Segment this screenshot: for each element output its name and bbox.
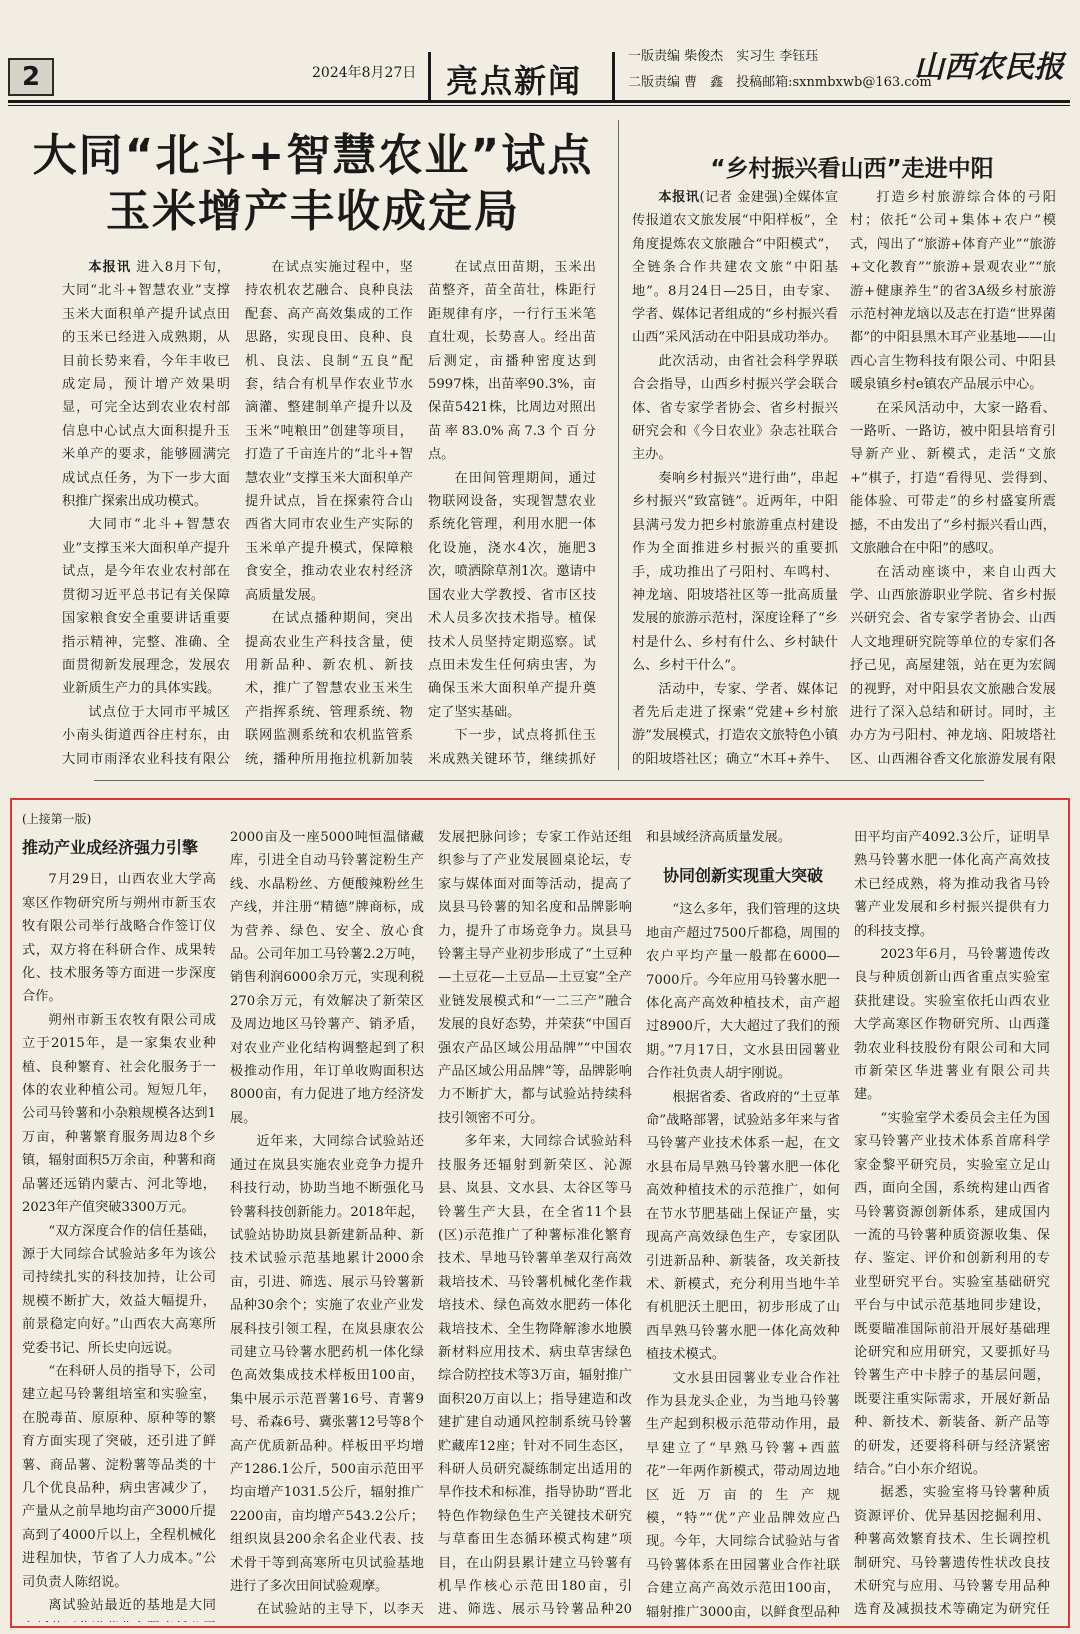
paragraph-text: 下一步，试点将抓住玉米成熟关键环节，继续抓好 (428, 728, 596, 766)
main-article-column-1 (62, 256, 230, 766)
paragraph-text: 发展把脉问诊；专家工作站还组织参与了产业发展圆桌论坛，专家与媒体面对面等活动，提高了岚县马铃薯的知名度和品牌影响力，提升了市场竞争力。岚县马铃薯主导产业初步形成了“土豆种—土豆花—土豆品—土豆宴”全产业链发展模式和“一二三产”融合发展的良好态势，并荣获“中国百强农产品区域公用品牌”“中国农产品区域公用品牌”等，品牌影响力不断扩大，都与试验站持续科技引领密不可分。 (438, 830, 632, 1126)
main-headline-line-1: 大同“北斗+智慧农业”试点 (32, 130, 594, 181)
paragraph-text: (记者 金建强)全媒体宣传报道农文旅发展“中阳样板”，全角度提炼农文旅融合“中阳模式”，全链条合作共建农文旅“中阳基地”。8月24日—25日，由专家、学者、媒体记者组成的“乡村振兴看山西”采风活动在中阳县成功举办。 (632, 190, 838, 346)
paragraph-text: 此次活动，由省社会科学界联合会指导，山西乡村振兴学会联合体、省专家学者协会、省乡村振兴研究会和《今日农业》杂志社联合主办。 (632, 353, 838, 463)
paragraph (438, 826, 632, 1130)
paragraph-text: 据悉，实验室将马铃薯种质资源评价、优异基因挖掘利用、种薯高效繁育技术、生长调控机制研究、马铃薯遗传性状改良技术研究与应用、马铃薯专用品种选育及减损技术等确定为研究任 (854, 1485, 1050, 1618)
paragraph-text: 在田间管理期间，通过物联网设备，实现智慧农业系统化管理，利用水肥一体化设施，浇水4次，施肥3次，喷洒除草剂1次。邀请中国农业大学教授、省市区技术人员多次技术指导。植保技术人员坚持定期巡察。试点田未发生任何病虫害，为确保玉米大面积单产提升奠定了坚实基础。 (428, 470, 596, 720)
paragraph (850, 186, 1056, 397)
paragraph (632, 467, 838, 678)
continued-headline: 推动产业成经济强力引擎 (22, 838, 199, 858)
paragraph (850, 561, 1056, 769)
paragraph (22, 1360, 216, 1594)
paragraph-text: 朔州市新玉农牧有限公司成立于2015年，是一家集农业种植、良种繁育、社会化服务于一体的农业种植公司。短短几年，公司马铃薯和小杂粮规模各达到1万亩，种薯繁育服务周边8个乡镇，辐射面积5万余亩，种薯和商品薯还远销内蒙古、河北等地，2023年产值突破3300万元。 (22, 1012, 216, 1216)
paragraph (854, 1107, 1050, 1482)
main-article-column-2 (245, 256, 413, 766)
continued-article-column-1 (22, 802, 216, 1622)
continued-col4-top: 和县域经济高质量发展。 (646, 830, 792, 845)
paragraph-text: 在试点田苗期，玉米出苗整齐，苗全苗壮，株距行距规律有序，一行行玉米笔直壮观，长势喜人。经出苗后测定，亩播种密度达到5997株，出苗率90.3%，亩保苗5421株，比周边对照出苗率83.0%高7.3个百分点。 (428, 260, 596, 463)
paragraph-text: 奏响乡村振兴“进行曲”，串起乡村振兴“致富链”。近两年，中阳县满弓发力把乡村旅游重点村建设作为全面推进乡村振兴的重要抓手，成功推出了弓阳村、车鸣村、神龙垴、阳坡塔社区等一批高质量发展的旅游示范村，深度诠释了“乡村是什么、乡村有什么、乡村缺什么、乡村干什么”。 (632, 470, 838, 674)
main-headline-line-2: 玉米增产丰收成定局 (106, 186, 520, 237)
side-article-column-1 (632, 186, 838, 768)
column-divider (618, 120, 619, 770)
editor-line-2: 二版责编 曹 鑫 投稿邮箱:sxnmbxwb@163.com (628, 75, 932, 90)
paragraph-text: 2000亩及一座5000吨恒温储藏库，引进全自动马铃薯淀粉生产线、水晶粉丝、方便酸辣粉丝生产线，并注册“精德”牌商标，成为营养、绿色、安全、放心食品。公司年加工马铃薯2.2万吨，销售利润6000余万元，实现利税270余万元，有效解决了新荣区及周边地区马铃薯产、销矛盾，对农业产业化结构调整起到了积极推动作用，年订单收购面积达8000亩，有力促进了地方经济发展。 (230, 830, 424, 1126)
continued-article-column-4 (646, 826, 840, 1622)
paragraph-text: 2023年6月，马铃薯遗传改良与种质创新山西省重点实验室获批建设。实验室依托山西农业大学高寒区作物研究所、山西蓬勃农业科技股份有限公司和大同市新荣区华进薯业有限公司共建。 (854, 947, 1050, 1103)
paragraph (632, 678, 838, 768)
paragraph-text: 近年来，大同综合试验站还通过在岚县实施农业竞争力提升科技行动，协助当地不断强化马铃薯科技创新能力。2018年起，试验站协助岚县新建新品种、新技术试验示范基地累计2000余亩，引进、筛选、展示马铃薯新品种30余个；实施了农业产业发展科技引领工程，在岚县康农公司建立马铃薯水肥药机一体化绿色高效集成技术样板田100亩，集中展示示范晋薯16号、青薯9号、希森6号、冀张薯12号等8个高产优质新品种。样板田平均增产1286.1公斤，500亩示范田平均亩增产1031.5公斤，辐射推广2200亩，亩均增产543.2公斤；组织岚县200余名企业代表、技术骨干等到高寒所屯贝试验基地进行了多次田间试验观摩。 (230, 1134, 424, 1594)
paragraph (22, 1220, 216, 1360)
paragraph (854, 1481, 1050, 1622)
paragraph (850, 397, 1056, 561)
masthead-divider (428, 52, 431, 100)
editor-info (628, 44, 932, 96)
paragraph (428, 724, 596, 766)
paragraph-text: 文水县田园薯业专业合作社作为县龙头企业，为当地马铃薯生产起到积极示范带动作用，最早建立了“早熟马铃薯+西蓝花”一年两作新模式，带动周边地区近万亩的生产规模，“特”“优”产业品牌效应凸现。今年，大同综合试验站与省马铃薯体系在田园薯业合作社联合建立高产高效示范田100亩，辐射推广3000亩，以鲜食型品种 (646, 1370, 840, 1620)
side-article-column-2 (850, 186, 1056, 768)
dateline: 本报讯 (658, 190, 700, 205)
paragraph (22, 1594, 216, 1622)
paragraph (22, 868, 216, 1008)
paragraph-text: 田平均亩产4092.3公斤，证明旱熟马铃薯水肥一体化高产高效技术已经成熟，将为推动我省马铃薯产业发展和乡村振兴提供有力的科技支撑。 (854, 830, 1050, 939)
paragraph (245, 607, 413, 766)
paragraph-text: “这么多年，我们管理的这块地亩产超过7500斤都稳，周围的农户平均产量一般都在6000—7000斤。今年应用马铃薯水肥一体化高产高效种植技术，亩产超过8900斤，大大超过了我们的预期。”7月17日，文水县田园薯业合作社负责人胡宇刚说。 (646, 902, 840, 1082)
masthead-rule (8, 100, 1070, 103)
paragraph (854, 943, 1050, 1107)
paragraph (428, 256, 596, 467)
section-title: 亮点新闻 (446, 62, 583, 100)
paragraph-text: 打造乡村旅游综合体的弓阳村；依托“公司+集体+农户”模式，闯出了“旅游+体育产业”“旅游+文化教育”“旅游+景观农业”“旅游+健康养生”的省3A级乡村旅游示范村神龙垴以及志在打造“世界菌都”的中阳县黑木耳产业基地——山西心言生物科技有限公司、中阳县暖泉镇乡村e镇农产品展示中心。 (850, 190, 1056, 393)
side-headline: “乡村振兴看山西”走进中阳 (710, 156, 994, 182)
paragraph (245, 256, 413, 607)
paragraph (62, 701, 230, 766)
paragraph (646, 898, 840, 1085)
paragraph (632, 350, 838, 467)
paragraph (854, 826, 1050, 943)
paragraph-text: 在活动座谈中，来自山西大学、山西旅游职业学院、省乡村振兴研究会、省专家学者协会、山西人文地理研究院等单位的专家们各抒己见，高屋建瓴，站在更为宏阔的视野，对中阳县农文旅融合发展进行了深入总结和研讨。同时，主办方为弓阳村、神龙垴、阳坡塔社区、山西湘谷香文化旅游发展有限 (850, 564, 1056, 767)
continued-article-column-2 (230, 826, 424, 1622)
paragraph-text: 在试验站的主导下，以李天 (256, 1602, 424, 1618)
paragraph-text: 在试点播种期间，突出提高农业生产科技含量，使用新品种、新农机、新技术，推广了智慧农业玉米生产指挥系统、管理系统、物联网监测系统和农机监管系统，播种所用拖拉机新加装 (245, 611, 413, 766)
paragraph (230, 1598, 424, 1622)
masthead (0, 0, 1080, 100)
paragraph-text: “在科研人员的指导下，公司建立起马铃薯组培室和实验室，在脱毒苗、原原种、原种等的繁育方面实现了突破，还引进了鲜薯、商品薯、淀粉薯等品类的十几个优良品种，病虫害减少了，产量从之前旱地均亩产3000斤提高到了4000斤以上，全程机械化进程加快，节省了人力成本。”公司负责人陈绍说。 (22, 1363, 216, 1590)
paragraph (22, 1009, 216, 1220)
paragraph-text: 在采风活动中，大家一路看、一路听、一路访，被中阳县培育引导新产业、新模式，走活“文旅+”棋子，打造“看得见、尝得到、能体验、可带走”的乡村盛宴所震撼，不由发出了“乡村振兴看山西，文旅融合在中阳”的感叹。 (850, 400, 1056, 557)
continued-subheadline: 协同创新实现重大突破 (662, 866, 823, 886)
paragraph (646, 1367, 840, 1622)
paragraph-text: 离试验站最近的基地是大同 (48, 1598, 216, 1613)
continued-label: (上接第一版) (22, 812, 92, 826)
paragraph-text: 多年来，大同综合试验站科技服务还辐射到新荣区、沁源县、岚县、文水县、太谷区等马铃薯生产大县，在全省11个县(区)示范推广了种薯标准化繁育技术、旱地马铃薯单垄双行高效栽培技术、马铃薯机械化垄作栽培技术、绿色高效水肥药一体化栽培技术、全生物降解渗水地膜新材料应用技术、病虫草害绿色综合防控技术等3万亩，辐射推广面积20万亩以上；指导建造和改建扩建自动通风控制系统马铃薯贮藏库12座；针对不同生态区，科研人员研究凝练制定出适用的旱作技术和标准，指导协助“晋北特色作物绿色生产关键技术研究与草畜田生态循环模式构建”项目，在山阴县累计建立马铃薯有机旱作核心示范田180亩，引进、筛选、展示马铃薯品种20 (438, 1134, 632, 1618)
paragraph (62, 513, 230, 700)
paragraph-text: 活动中，专家、学者、媒体记者先后走进了探索“党建+乡村旅游”发展模式，打造农文旅特色小镇的阳坡塔社区；确立“木耳+养牛、 (632, 681, 838, 767)
editor-line-1: 一版责编 柴俊杰 实习生 李钰珏 (628, 49, 819, 64)
paragraph (428, 467, 596, 724)
dateline: 本报讯 (88, 260, 132, 275)
page-number: 2 (8, 58, 54, 96)
paragraph-text: 进入8月下旬，大同“北斗+智慧农业”支撑玉米大面积单产提升试点田的玉米已经进入成熟期，从目前长势来看，今年丰收已成定局，预计增产效果明显，可完全达到农业农村部信息中心试点大面积提升玉米单产的要求，能够圆满完成试点任务，为下一步大面积推广探索出成功模式。 (62, 260, 230, 510)
main-article-column-3 (428, 256, 596, 766)
newspaper-logo: 山西农民报 (914, 50, 1064, 85)
paragraph (230, 826, 424, 1130)
section-rule (94, 780, 984, 781)
paragraph-text: “实验室学术委员会主任为国家马铃薯产业技术体系首席科学家金黎平研究员，实验室立足山西，面向全国，系统构建山西省马铃薯资源创新体系，建成国内一流的马铃薯种质资源收集、保存、鉴定、评价和创新利用的专业型研究平台。实验室基础研究平台与中试示范基地同步建设，既要瞄准国际前沿开展好基础理论研究和应用研究，又要抓好马铃薯生产中卡脖子的基层问题，既要注重实际需求，开展好新品种、新技术、新装备、新产品等的研发，还要将科研与经济紧密结合。”白小东介绍说。 (854, 1110, 1050, 1477)
continued-article-column-5 (854, 826, 1050, 1622)
issue-date: 2024年8月27日 (312, 65, 417, 81)
paragraph (632, 186, 838, 350)
paragraph (646, 1086, 840, 1367)
paragraph (62, 256, 230, 513)
masthead-divider (612, 52, 615, 100)
paragraph-text: 根据省委、省政府的“土豆革命”战略部署，试验站多年来与省马铃薯产业技术体系一起，在文水县布局旱熟马铃薯水肥一体化高效种植技术的示范推广，如何在节水节肥基础上保证产量，实现高产高效绿色生产，专家团队引进新品种、新装备，攻关新技术、新模式，充分利用当地牛羊有机肥沃土肥田，初步形成了山西旱熟马铃薯水肥一体化高效种植技术模式。 (646, 1089, 840, 1363)
main-headline (8, 128, 618, 240)
paragraph (230, 1130, 424, 1598)
paragraph-text: 7月29日，山西农业大学高寒区作物研究所与朔州市新玉农牧有限公司举行战略合作签订仪式，双方将在科研合作、成果转化、技术服务等方面进一步深度合作。 (22, 872, 216, 1005)
paragraph-text: “双方深度合作的信任基础，源于大同综合试验站多年为该公司持续扎实的科技加持，让公司规模不断扩大，效益大幅提升，前景稳定向好。”山西农大高寒所党委书记、所长史向远说。 (22, 1223, 216, 1356)
paragraph (438, 1130, 632, 1622)
paragraph-text: 大同市“北斗+智慧农业”支撑玉米大面积单产提升试点，是今年农业农村部在贯彻习近平总书记有关保障国家粮食安全重要讲话重要指示精神，完整、准确、全面贯彻新发展理念，发展农业新质生产力的具体实践。 (62, 517, 230, 697)
paragraph-text: 在试点实施过程中，坚持农机农艺融合、良种良法配套、高产高效集成的工作思路，实现良田、良种、良机、良法、良制“五良”配套，结合有机旱作农业节水滴灌、整建制单产提升以及玉米“吨粮田”创建等项目，打造了千亩连片的“北斗+智慧农业”支撑玉米大面积单产提升试点，旨在探索符合山西省大同市农业生产实际的玉米单产提升模式，保障粮食安全，推动农业农村经济高质量发展。 (245, 260, 413, 603)
continued-article-column-3 (438, 826, 632, 1622)
paragraph-text: 试点位于大同市平城区小南头街道西谷庄村东，由大同市雨泽农业科技有限公 (62, 704, 230, 766)
masthead-rule-thin (8, 105, 1070, 106)
